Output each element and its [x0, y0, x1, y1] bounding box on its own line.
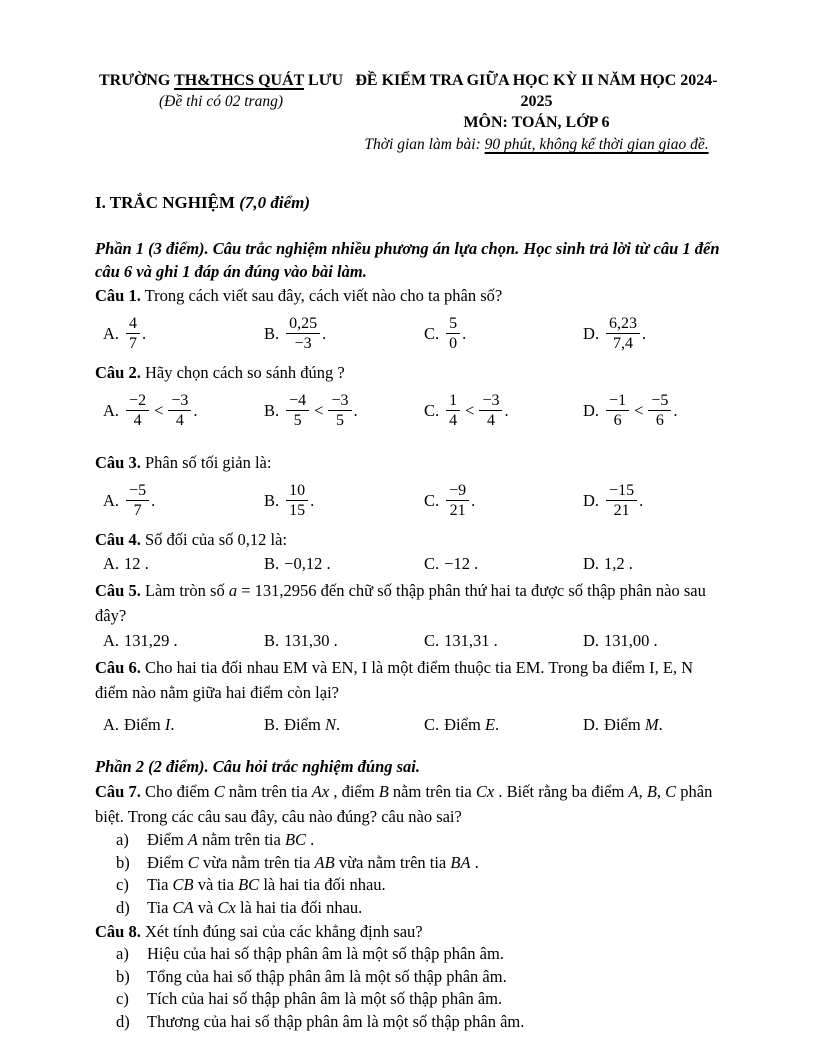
question-5-options [103, 628, 726, 654]
fraction-denominator: 4 [449, 412, 458, 429]
q2-option-c [424, 391, 583, 430]
q8-item-c [116, 988, 726, 1011]
time-limit: Thời gian làm bài: 90 phút, không kể thời gian giao đề. [364, 136, 709, 153]
option-period: . [322, 323, 327, 343]
option-letter: D. [583, 554, 600, 573]
question-4 [95, 528, 726, 551]
fraction-denominator: 21 [449, 502, 466, 519]
q5-option-a [103, 631, 264, 651]
fraction-numerator: −9 [446, 481, 469, 501]
fraction-denominator: 7 [133, 502, 142, 519]
question-8-text: Xét tính đúng sai của các khẳng định sau? [144, 922, 423, 941]
option-letter: D. [583, 490, 600, 510]
question-2-label: Câu 2. [95, 363, 141, 382]
option-letter: B. [264, 631, 280, 650]
question-1-label: Câu 1. [95, 286, 141, 305]
option-period: . [504, 400, 509, 420]
fraction-numerator: −2 [126, 391, 149, 411]
fraction [168, 391, 191, 430]
option-letter: A. [103, 631, 120, 650]
less-than-sign: < [154, 400, 164, 420]
option-period: . [151, 490, 156, 510]
option-period: . [462, 323, 467, 343]
section-1-label: I. TRẮC NGHIỆM [95, 193, 235, 212]
fraction-denominator: 4 [175, 412, 184, 429]
option-period: . [471, 490, 476, 510]
question-5-label: Câu 5. [95, 581, 141, 600]
question-6-text: Cho hai tia đối nhau EM và EN, I là một điểm thuộc tia EM. Trong ba điểm I, E, N điểm nào nằm giữa hai điểm còn lại? [95, 658, 694, 702]
option-letter: D. [583, 323, 600, 343]
item-marker: d) [116, 1011, 130, 1031]
question-3-options [103, 474, 726, 527]
fraction [126, 481, 149, 520]
fraction-denominator: 5 [336, 412, 344, 429]
q8-item-d [116, 1011, 726, 1034]
option-letter: D. [583, 400, 600, 420]
option-value: Điểm I. [124, 715, 175, 734]
q8-item-b [116, 966, 726, 989]
fraction-numerator: 4 [126, 314, 140, 334]
option-value: 12 . [124, 554, 149, 573]
q7-item-b [116, 852, 726, 875]
less-than-sign: < [314, 400, 324, 420]
option-period: . [639, 490, 644, 510]
less-than-sign: < [465, 400, 475, 420]
q5-option-b [264, 631, 424, 651]
item-text: Tổng của hai số thập phân âm là một số thập phân âm. [147, 966, 507, 986]
item-text: Điểm C vừa nằm trên tia AB vừa nằm trên tia BA . [147, 852, 479, 872]
option-period: . [353, 400, 358, 420]
q1-option-d [583, 314, 726, 353]
option-letter: C. [424, 554, 440, 573]
item-marker: a) [116, 944, 129, 963]
option-period: . [673, 400, 678, 420]
option-value: Điểm E. [444, 715, 500, 734]
fraction-denominator: 0 [449, 335, 458, 352]
exam-subject: MÔN: TOÁN, LỚP 6 [463, 114, 610, 131]
fraction-denominator: 4 [486, 412, 495, 429]
q1-option-a [103, 314, 264, 353]
option-value: −12 . [444, 554, 479, 573]
fraction-numerator: −4 [286, 391, 309, 411]
fraction [126, 391, 149, 430]
q1-option-c [424, 314, 583, 353]
pages-note: (Đề thi có 02 trang) [159, 93, 283, 110]
section-1-title [95, 192, 726, 214]
option-letter: A. [103, 490, 120, 510]
option-period: . [193, 400, 198, 420]
q7-item-d [116, 897, 726, 920]
q7-item-a [116, 829, 726, 852]
fraction-denominator: 4 [133, 412, 142, 429]
fraction [606, 314, 640, 353]
question-4-text: Số đối của số 0,12 là: [144, 530, 288, 549]
exam-title: ĐỀ KIỂM TRA GIỮA HỌC KỲ II NĂM HỌC 2024-2025 [355, 72, 718, 110]
option-letter: C. [424, 631, 440, 650]
fraction-numerator: −5 [126, 481, 149, 501]
question-2-text: Hãy chọn cách so sánh đúng ? [144, 363, 345, 382]
question-5-text: Làm tròn số a = 131,2956 đến chữ số thập phân thứ hai ta được số thập phân nào sau đây? [95, 581, 706, 625]
fraction [648, 391, 671, 430]
question-3-text: Phân số tối giản là: [144, 453, 272, 472]
option-value: Điểm M. [604, 715, 663, 734]
q4-option-d [583, 554, 726, 574]
q3-option-b [264, 481, 424, 520]
q2-option-b [264, 391, 424, 430]
option-letter: D. [583, 715, 600, 734]
item-marker: a) [116, 830, 129, 849]
fraction-numerator: 0,25 [286, 314, 320, 334]
q6-option-b [264, 715, 424, 735]
item-marker: b) [116, 852, 130, 872]
option-letter: B. [264, 554, 280, 573]
question-7-label: Câu 7. [95, 782, 141, 801]
option-period: . [142, 323, 147, 343]
fraction [286, 481, 308, 520]
q5-option-c [424, 631, 583, 651]
option-letter: C. [424, 400, 440, 420]
option-value: 131,29 . [124, 631, 178, 650]
item-text: Hiệu của hai số thập phân âm là một số thập phân âm. [147, 944, 504, 963]
option-letter: B. [264, 715, 280, 734]
option-period: . [310, 490, 315, 510]
fraction-numerator: −3 [168, 391, 191, 411]
part-1-heading: Phần 1 (3 điểm). Câu trắc nghiệm nhiều phương án lựa chọn. Học sinh trả lời từ câu 1 đến câu 6 và ghi 1 đáp án đúng vào bài làm. [95, 239, 720, 281]
item-text: Tia CA và Cx là hai tia đối nhau. [147, 897, 363, 917]
fraction [286, 391, 309, 430]
fraction [479, 391, 502, 430]
school-block [95, 70, 347, 112]
fraction [446, 314, 460, 353]
option-value: 1,2 . [604, 554, 633, 573]
question-8-label: Câu 8. [95, 922, 141, 941]
question-2 [95, 361, 726, 384]
fraction-numerator: −5 [648, 391, 671, 411]
item-text: Tích của hai số thập phân âm là một số thập phân âm. [147, 989, 503, 1008]
option-period: . [642, 323, 647, 343]
q2-option-d [583, 391, 726, 430]
question-2-options [103, 384, 726, 437]
fraction-denominator: 7 [129, 335, 138, 352]
q1-option-b [264, 314, 424, 353]
item-text: Điểm A nằm trên tia BC . [147, 830, 315, 849]
fraction-denominator: −3 [294, 335, 312, 352]
option-letter: C. [424, 490, 440, 510]
question-1-options [103, 307, 726, 360]
fraction-numerator: 6,23 [606, 314, 640, 334]
q7-item-c [116, 874, 726, 897]
question-4-label: Câu 4. [95, 530, 141, 549]
option-letter: A. [103, 400, 120, 420]
option-letter: B. [264, 400, 280, 420]
option-letter: A. [103, 554, 120, 573]
q4-option-c [424, 554, 583, 574]
q6-option-a [103, 715, 264, 735]
fraction-denominator: 5 [293, 412, 302, 429]
item-marker: c) [116, 875, 129, 894]
fraction-denominator: 15 [289, 502, 306, 519]
fraction-numerator: −15 [606, 481, 637, 501]
fraction-denominator: 6 [655, 412, 664, 429]
q6-option-c [424, 715, 583, 735]
fraction [126, 314, 140, 353]
fraction [606, 481, 637, 520]
item-marker: b) [116, 966, 130, 986]
q4-option-a [103, 554, 264, 574]
q4-option-b [264, 554, 424, 574]
q8-item-a [116, 943, 726, 966]
exam-title-block [347, 70, 726, 155]
fraction-numerator: 5 [446, 314, 460, 334]
fraction [446, 391, 460, 430]
section-1-points: (7,0 điểm) [239, 193, 311, 212]
fraction-numerator: −3 [479, 391, 502, 411]
fraction-denominator: 21 [613, 502, 630, 519]
question-5 [95, 578, 726, 628]
question-6-label: Câu 6. [95, 658, 141, 677]
option-value: 131,31 . [444, 631, 498, 650]
q3-option-c [424, 481, 583, 520]
school-name: TRƯỜNG TH&THCS QUÁT LƯU [98, 72, 344, 89]
option-value: 131,00 . [604, 631, 658, 650]
question-6-options [103, 705, 726, 743]
item-marker: c) [116, 989, 129, 1008]
q3-option-a [103, 481, 264, 520]
less-than-sign: < [634, 400, 644, 420]
item-marker: d) [116, 897, 130, 917]
option-value: −0,12 . [284, 554, 331, 573]
fraction-numerator: 1 [446, 391, 460, 411]
fraction-numerator: −1 [606, 391, 629, 411]
question-8 [95, 920, 726, 943]
question-7 [95, 779, 726, 829]
question-7-text: Cho điểm C nằm trên tia Ax , điểm B nằm trên tia Cx . Biết rằng ba điểm A, B, C phân biệt. Trong các câu sau đây, câu nào đúng? câu nào sai? [95, 782, 713, 826]
q2-option-a [103, 391, 264, 430]
option-letter: B. [264, 323, 280, 343]
question-6 [95, 655, 726, 705]
item-text: Tia CB và tia BC là hai tia đối nhau. [147, 875, 386, 894]
fraction-denominator: 6 [613, 412, 622, 429]
q5-option-d [583, 631, 726, 651]
option-letter: A. [103, 715, 120, 734]
fraction-numerator: 10 [286, 481, 308, 501]
fraction-numerator: −3 [328, 391, 351, 411]
option-value: 131,30 . [284, 631, 338, 650]
fraction-denominator: 7,4 [613, 335, 634, 352]
fraction [286, 314, 320, 353]
q6-option-d [583, 715, 726, 735]
fraction [328, 391, 351, 430]
option-letter: B. [264, 490, 280, 510]
option-letter: D. [583, 631, 600, 650]
option-letter: C. [424, 715, 440, 734]
question-3-label: Câu 3. [95, 453, 141, 472]
option-letter: C. [424, 323, 440, 343]
part-2-heading: Phần 2 (2 điểm). Câu hỏi trắc nghiệm đúng sai. [95, 757, 421, 776]
option-letter: A. [103, 323, 120, 343]
question-1 [95, 284, 726, 307]
fraction [446, 481, 469, 520]
q3-option-d [583, 481, 726, 520]
exam-header [95, 70, 726, 155]
item-text: Thương của hai số thập phân âm là một số thập phân âm. [147, 1011, 525, 1031]
option-value: Điểm N. [284, 715, 341, 734]
question-4-options [103, 551, 726, 577]
question-3 [95, 451, 726, 474]
fraction [606, 391, 629, 430]
question-1-text: Trong cách viết sau đây, cách viết nào cho ta phân số? [144, 286, 503, 305]
